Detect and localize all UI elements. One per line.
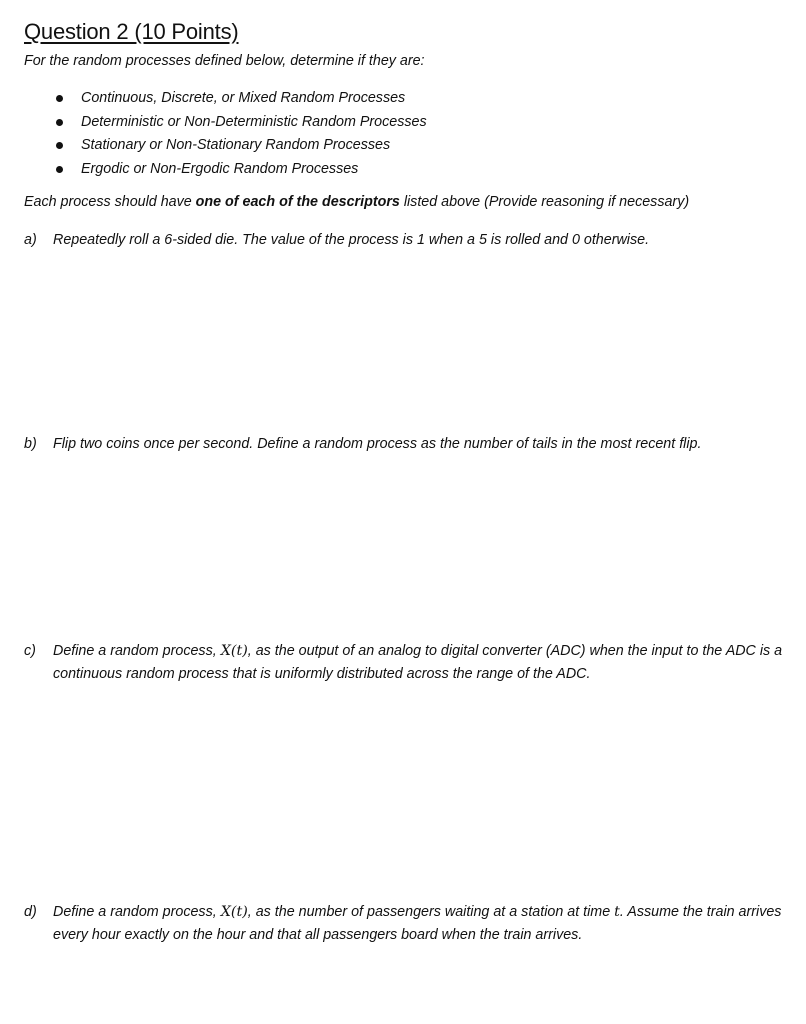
descriptor-item (0, 111, 427, 135)
question-a (24, 229, 784, 252)
descriptor-item (0, 134, 427, 158)
note-text-bold: one of each of the descriptors (195, 194, 400, 210)
descriptor-list (0, 87, 427, 181)
question-text (53, 901, 784, 947)
bullet-icon (56, 95, 63, 102)
question-text-part: , as the output of an analog to digital converter (ADC) when the input to the ADC is a continuous random process that is uniformly distributed across the range of the ADC. (53, 643, 783, 682)
question-text: Flip two coins once per second. Define a random process as the number of tails in the most recent flip. (53, 436, 702, 452)
note-text-after: listed above (Provide reasoning if necessary) (399, 194, 690, 210)
question-intro: For the random processes defined below, determine if they are: (24, 53, 425, 69)
question-text-part: . Assume the train arrives every hour exactly on the hour and that all passengers board when the train arrives. (53, 904, 782, 943)
question-letter: a) (24, 232, 37, 248)
question-letter: d) (24, 904, 37, 920)
bullet-icon (56, 142, 63, 149)
bullet-icon (56, 166, 63, 173)
question-text (53, 640, 784, 686)
descriptor-text: Continuous, Discrete, or Mixed Random Processes (81, 90, 406, 106)
question-text-part: Define a random process, (53, 643, 221, 659)
bullet-icon (56, 119, 63, 126)
question-b (24, 433, 784, 456)
descriptor-text: Stationary or Non-Stationary Random Processes (81, 137, 391, 153)
descriptor-text: Deterministic or Non-Deterministic Random Processes (81, 113, 427, 130)
descriptor-item (0, 87, 427, 111)
question-letter: c) (24, 643, 36, 659)
question-text-part: , as the number of passengers waiting at a station at time (247, 904, 615, 920)
question-c (24, 640, 784, 686)
question-letter: b) (24, 436, 37, 452)
descriptor-text: Ergodic or Non-Ergodic Random Processes (81, 160, 359, 177)
math-expression: X(t) (220, 643, 248, 659)
math-expression: X(t) (220, 904, 248, 920)
question-d (24, 901, 784, 947)
descriptor-item (0, 158, 427, 182)
note-text-before: Each process should have (24, 194, 196, 210)
instructions-note (24, 194, 689, 210)
math-expression: t (614, 904, 620, 920)
question-heading: Question 2 (10 Points) (24, 19, 239, 44)
question-text: Repeatedly roll a 6-sided die. The value of the process is 1 when a 5 is rolled and 0 otherwise. (53, 232, 650, 248)
question-text-part: Define a random process, (53, 904, 221, 920)
